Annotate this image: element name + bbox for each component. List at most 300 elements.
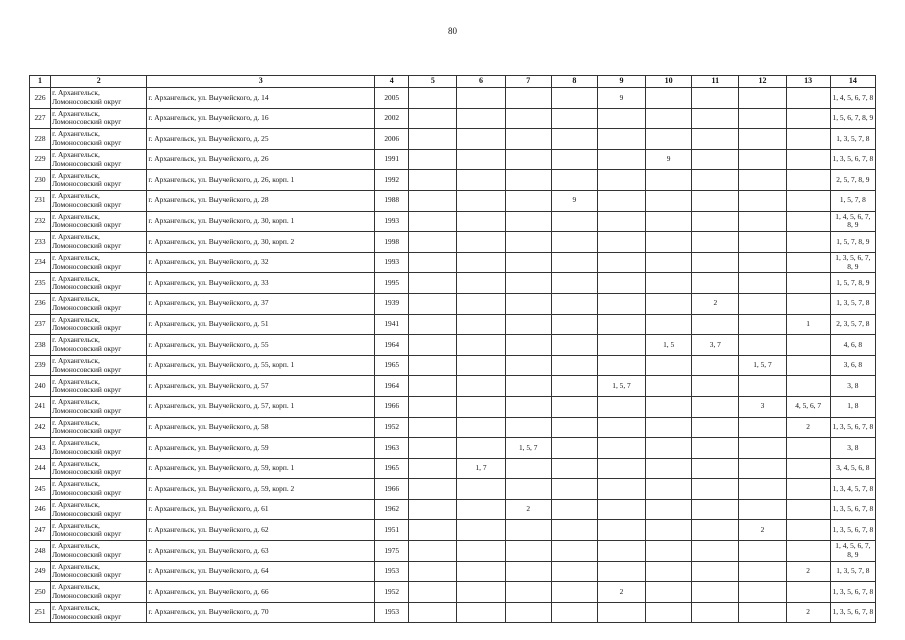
col-7-cell xyxy=(505,170,551,191)
col-9-cell xyxy=(597,232,645,253)
col-11-cell xyxy=(692,314,739,335)
col-14-cell: 3, 4, 5, 6, 8 xyxy=(830,458,875,479)
table-row xyxy=(30,417,876,438)
district-line-1: г. Архангельск, xyxy=(52,232,100,242)
district-line-2: Ломоносовский округ xyxy=(52,117,122,127)
district-cell xyxy=(51,335,147,356)
district-cell xyxy=(51,211,147,232)
col-9-cell xyxy=(597,170,645,191)
col-header-5: 5 xyxy=(409,76,457,88)
row-number: 237 xyxy=(30,314,51,335)
address-cell: г. Архангельск, ул. Выучейского, д. 14 xyxy=(147,88,375,109)
col-12-cell xyxy=(739,376,786,397)
district-cell xyxy=(51,129,147,150)
address-cell: г. Архангельск, ул. Выучейского, д. 57, корп. 1 xyxy=(147,396,375,417)
col-13-cell: 2 xyxy=(786,561,830,582)
col-8-cell xyxy=(551,479,597,500)
district-line-2: Ломоносовский округ xyxy=(52,549,122,559)
district-cell xyxy=(51,273,147,294)
district-cell xyxy=(51,561,147,582)
col-6-cell xyxy=(457,417,505,438)
col-14-cell: 3, 8 xyxy=(830,376,875,397)
col-header-13: 13 xyxy=(786,76,830,88)
col-8-cell xyxy=(551,293,597,314)
col-10-cell xyxy=(646,479,692,500)
col-14-cell: 4, 6, 8 xyxy=(830,335,875,356)
district-line-1: г. Архангельск, xyxy=(52,541,100,551)
table-row xyxy=(30,541,876,562)
address-cell: г. Архангельск, ул. Выучейского, д. 30, корп. 2 xyxy=(147,232,375,253)
row-number: 247 xyxy=(30,520,51,541)
district-cell xyxy=(51,458,147,479)
col-6-cell xyxy=(457,602,505,623)
col-9-cell xyxy=(597,602,645,623)
col-10-cell: 1, 5 xyxy=(646,335,692,356)
col-11-cell xyxy=(692,190,739,211)
header-row xyxy=(30,76,876,88)
col-11-cell xyxy=(692,438,739,459)
col-7-cell xyxy=(505,561,551,582)
table-row xyxy=(30,479,876,500)
district-cell xyxy=(51,355,147,376)
col-7-cell xyxy=(505,314,551,335)
district-line-2: Ломоносовский округ xyxy=(52,426,122,436)
col-14-cell: 2, 3, 5, 7, 8 xyxy=(830,314,875,335)
address-cell: г. Архангельск, ул. Выучейского, д. 59, корп. 1 xyxy=(147,458,375,479)
col-9-cell xyxy=(597,293,645,314)
col-14-cell: 1, 3, 4, 5, 7, 8 xyxy=(830,479,875,500)
col-7-cell xyxy=(505,396,551,417)
col-6-cell xyxy=(457,149,505,170)
col-6-cell xyxy=(457,396,505,417)
district-line-1: г. Архангельск, xyxy=(52,335,100,345)
col-14-cell: 1, 3, 5, 6, 7, 8 xyxy=(830,520,875,541)
col-12-cell xyxy=(739,129,786,150)
table-row xyxy=(30,293,876,314)
col-10-cell xyxy=(646,170,692,191)
col-13-cell xyxy=(786,438,830,459)
col-8-cell xyxy=(551,232,597,253)
col-12-cell: 2 xyxy=(739,520,786,541)
col-8-cell xyxy=(551,602,597,623)
year-cell: 1952 xyxy=(375,417,409,438)
col-header-4: 4 xyxy=(375,76,409,88)
col-8-cell xyxy=(551,582,597,603)
col-12-cell xyxy=(739,561,786,582)
district-line-1: г. Архангельск, xyxy=(52,170,100,180)
address-cell: г. Архангельск, ул. Выучейского, д. 57 xyxy=(147,376,375,397)
col-8-cell xyxy=(551,211,597,232)
col-8-cell xyxy=(551,499,597,520)
col-5-cell xyxy=(409,273,457,294)
district-line-1: г. Архангельск, xyxy=(52,314,100,324)
col-header-7: 7 xyxy=(505,76,551,88)
district-cell xyxy=(51,438,147,459)
district-cell xyxy=(51,252,147,273)
col-6-cell xyxy=(457,252,505,273)
col-12-cell xyxy=(739,273,786,294)
col-header-8: 8 xyxy=(551,76,597,88)
col-5-cell xyxy=(409,314,457,335)
col-5-cell xyxy=(409,149,457,170)
row-number: 245 xyxy=(30,479,51,500)
district-line-2: Ломоносовский округ xyxy=(52,199,122,209)
col-13-cell xyxy=(786,582,830,603)
col-6-cell xyxy=(457,88,505,109)
district-line-2: Ломоносовский округ xyxy=(52,282,122,292)
col-5-cell xyxy=(409,438,457,459)
col-14-cell: 1, 5, 7, 8 xyxy=(830,190,875,211)
col-9-cell xyxy=(597,458,645,479)
col-7-cell xyxy=(505,479,551,500)
col-11-cell xyxy=(692,602,739,623)
row-number: 239 xyxy=(30,355,51,376)
col-9-cell: 2 xyxy=(597,582,645,603)
col-10-cell xyxy=(646,541,692,562)
table-row xyxy=(30,88,876,109)
col-12-cell xyxy=(739,149,786,170)
col-9-cell xyxy=(597,355,645,376)
col-5-cell xyxy=(409,190,457,211)
year-cell: 1953 xyxy=(375,602,409,623)
row-number: 227 xyxy=(30,108,51,129)
district-cell xyxy=(51,232,147,253)
col-6-cell xyxy=(457,499,505,520)
col-5-cell xyxy=(409,582,457,603)
row-number: 242 xyxy=(30,417,51,438)
district-line-1: г. Архангельск, xyxy=(52,500,100,510)
row-number: 231 xyxy=(30,190,51,211)
table-row xyxy=(30,314,876,335)
col-14-cell: 1, 3, 5, 7, 8 xyxy=(830,129,875,150)
col-9-cell xyxy=(597,520,645,541)
housing-table xyxy=(29,75,876,623)
address-cell: г. Архангельск, ул. Выучейского, д. 59 xyxy=(147,438,375,459)
table-row xyxy=(30,582,876,603)
district-line-1: г. Архангельск, xyxy=(52,355,100,365)
col-14-cell: 1, 3, 5, 6, 7, 8 xyxy=(830,499,875,520)
district-line-1: г. Архангельск, xyxy=(52,458,100,468)
district-cell xyxy=(51,170,147,191)
address-cell: г. Архангельск, ул. Выучейского, д. 37 xyxy=(147,293,375,314)
col-14-cell: 1, 3, 5, 7, 8 xyxy=(830,561,875,582)
col-10-cell xyxy=(646,232,692,253)
district-line-2: Ломоносовский округ xyxy=(52,261,122,271)
year-cell: 1964 xyxy=(375,335,409,356)
district-cell xyxy=(51,582,147,603)
col-7-cell xyxy=(505,252,551,273)
district-line-2: Ломоносовский округ xyxy=(52,96,122,106)
col-10-cell xyxy=(646,293,692,314)
col-6-cell xyxy=(457,211,505,232)
table-row xyxy=(30,355,876,376)
district-line-2: Ломоносовский округ xyxy=(52,467,122,477)
table-row xyxy=(30,190,876,211)
col-7-cell xyxy=(505,541,551,562)
col-14-cell: 1, 5, 7, 8, 9 xyxy=(830,273,875,294)
year-cell: 1962 xyxy=(375,499,409,520)
col-13-cell xyxy=(786,211,830,232)
year-cell: 2005 xyxy=(375,88,409,109)
col-12-cell xyxy=(739,211,786,232)
col-11-cell xyxy=(692,499,739,520)
district-line-2: Ломоносовский округ xyxy=(52,179,122,189)
col-6-cell xyxy=(457,232,505,253)
col-10-cell: 9 xyxy=(646,149,692,170)
col-5-cell xyxy=(409,232,457,253)
col-5-cell xyxy=(409,520,457,541)
col-12-cell xyxy=(739,479,786,500)
col-14-cell: 1, 8 xyxy=(830,396,875,417)
col-header-2: 2 xyxy=(51,76,147,88)
col-6-cell xyxy=(457,479,505,500)
col-11-cell xyxy=(692,355,739,376)
row-number: 240 xyxy=(30,376,51,397)
col-12-cell xyxy=(739,252,786,273)
col-11-cell xyxy=(692,376,739,397)
col-8-cell xyxy=(551,314,597,335)
col-6-cell xyxy=(457,438,505,459)
col-8-cell: 9 xyxy=(551,190,597,211)
address-cell: г. Архангельск, ул. Выучейского, д. 33 xyxy=(147,273,375,294)
col-10-cell xyxy=(646,129,692,150)
district-line-1: г. Архангельск, xyxy=(52,397,100,407)
row-number: 246 xyxy=(30,499,51,520)
col-9-cell xyxy=(597,273,645,294)
year-cell: 1995 xyxy=(375,273,409,294)
table-row xyxy=(30,602,876,623)
col-12-cell xyxy=(739,582,786,603)
col-12-cell: 1, 5, 7 xyxy=(739,355,786,376)
address-cell: г. Архангельск, ул. Выучейского, д. 25 xyxy=(147,129,375,150)
col-13-cell xyxy=(786,520,830,541)
address-cell: г. Архангельск, ул. Выучейского, д. 28 xyxy=(147,190,375,211)
col-8-cell xyxy=(551,335,597,356)
col-7-cell xyxy=(505,520,551,541)
col-10-cell xyxy=(646,273,692,294)
district-cell xyxy=(51,149,147,170)
table-row xyxy=(30,211,876,232)
district-line-1: г. Архангельск, xyxy=(52,479,100,489)
col-10-cell xyxy=(646,190,692,211)
page-number: 80 xyxy=(448,26,457,36)
row-number: 235 xyxy=(30,273,51,294)
col-7-cell xyxy=(505,602,551,623)
year-cell: 1993 xyxy=(375,252,409,273)
district-line-2: Ломоносовский округ xyxy=(52,529,122,539)
col-11-cell xyxy=(692,582,739,603)
col-13-cell xyxy=(786,355,830,376)
table-row xyxy=(30,438,876,459)
year-cell: 1966 xyxy=(375,479,409,500)
address-cell: г. Архангельск, ул. Выучейского, д. 61 xyxy=(147,499,375,520)
col-header-14: 14 xyxy=(830,76,875,88)
district-cell xyxy=(51,293,147,314)
col-7-cell xyxy=(505,293,551,314)
district-line-1: г. Архангельск, xyxy=(52,582,100,592)
col-13-cell: 4, 5, 6, 7 xyxy=(786,396,830,417)
col-11-cell xyxy=(692,252,739,273)
col-8-cell xyxy=(551,108,597,129)
col-5-cell xyxy=(409,376,457,397)
address-cell: г. Архангельск, ул. Выучейского, д. 62 xyxy=(147,520,375,541)
year-cell: 1988 xyxy=(375,190,409,211)
district-line-2: Ломоносовский округ xyxy=(52,508,122,518)
col-14-cell: 1, 5, 6, 7, 8, 9 xyxy=(830,108,875,129)
col-12-cell xyxy=(739,108,786,129)
col-6-cell xyxy=(457,355,505,376)
col-7-cell xyxy=(505,355,551,376)
year-cell: 1992 xyxy=(375,170,409,191)
col-12-cell xyxy=(739,438,786,459)
table-row xyxy=(30,108,876,129)
district-line-2: Ломоносовский округ xyxy=(52,364,122,374)
col-5-cell xyxy=(409,129,457,150)
district-line-2: Ломоносовский округ xyxy=(52,302,122,312)
col-11-cell: 2 xyxy=(692,293,739,314)
col-6-cell xyxy=(457,170,505,191)
district-line-1: г. Архангельск, xyxy=(52,520,100,530)
col-5-cell xyxy=(409,88,457,109)
row-number: 236 xyxy=(30,293,51,314)
district-cell xyxy=(51,602,147,623)
district-line-2: Ломоносовский округ xyxy=(52,323,122,333)
row-number: 228 xyxy=(30,129,51,150)
col-6-cell xyxy=(457,520,505,541)
address-cell: г. Архангельск, ул. Выучейского, д. 58 xyxy=(147,417,375,438)
row-number: 248 xyxy=(30,541,51,562)
col-10-cell xyxy=(646,520,692,541)
district-line-1: г. Архангельск, xyxy=(52,603,100,613)
col-10-cell xyxy=(646,396,692,417)
col-6-cell xyxy=(457,129,505,150)
col-11-cell xyxy=(692,273,739,294)
col-12-cell xyxy=(739,293,786,314)
year-cell: 1953 xyxy=(375,561,409,582)
table-row xyxy=(30,396,876,417)
col-12-cell xyxy=(739,88,786,109)
col-10-cell xyxy=(646,438,692,459)
col-14-cell: 1, 4, 5, 6, 7, 8, 9 xyxy=(830,541,875,562)
col-8-cell xyxy=(551,396,597,417)
col-14-cell: 1, 3, 5, 6, 7, 8 xyxy=(830,149,875,170)
col-11-cell xyxy=(692,232,739,253)
year-cell: 1952 xyxy=(375,582,409,603)
col-13-cell xyxy=(786,108,830,129)
table-row xyxy=(30,232,876,253)
col-13-cell: 1 xyxy=(786,314,830,335)
col-header-9: 9 xyxy=(597,76,645,88)
district-line-1: г. Архангельск, xyxy=(52,129,100,139)
address-cell: г. Архангельск, ул. Выучейского, д. 66 xyxy=(147,582,375,603)
col-13-cell xyxy=(786,541,830,562)
table-row xyxy=(30,273,876,294)
col-10-cell xyxy=(646,499,692,520)
district-line-2: Ломоносовский округ xyxy=(52,385,122,395)
district-line-1: г. Архангельск, xyxy=(52,417,100,427)
col-8-cell xyxy=(551,561,597,582)
address-cell: г. Архангельск, ул. Выучейского, д. 51 xyxy=(147,314,375,335)
district-line-1: г. Архангельск, xyxy=(52,108,100,118)
col-9-cell xyxy=(597,252,645,273)
col-9-cell xyxy=(597,438,645,459)
col-7-cell xyxy=(505,376,551,397)
row-number: 243 xyxy=(30,438,51,459)
col-10-cell xyxy=(646,252,692,273)
year-cell: 1965 xyxy=(375,458,409,479)
col-6-cell xyxy=(457,541,505,562)
col-14-cell: 3, 8 xyxy=(830,438,875,459)
year-cell: 1966 xyxy=(375,396,409,417)
col-7-cell: 2 xyxy=(505,499,551,520)
row-number: 238 xyxy=(30,335,51,356)
district-line-1: г. Архангельск, xyxy=(52,294,100,304)
col-5-cell xyxy=(409,479,457,500)
district-line-2: Ломоносовский округ xyxy=(52,611,122,621)
col-9-cell: 1, 5, 7 xyxy=(597,376,645,397)
col-header-3: 3 xyxy=(147,76,375,88)
row-number: 233 xyxy=(30,232,51,253)
table-body xyxy=(30,88,876,623)
year-cell: 1941 xyxy=(375,314,409,335)
row-number: 226 xyxy=(30,88,51,109)
district-line-2: Ломоносовский округ xyxy=(52,137,122,147)
col-7-cell xyxy=(505,417,551,438)
table-row xyxy=(30,499,876,520)
col-13-cell xyxy=(786,88,830,109)
col-11-cell xyxy=(692,479,739,500)
col-14-cell: 1, 3, 5, 7, 8 xyxy=(830,293,875,314)
col-10-cell xyxy=(646,211,692,232)
col-8-cell xyxy=(551,541,597,562)
address-cell: г. Архангельск, ул. Выучейского, д. 26 xyxy=(147,149,375,170)
row-number: 234 xyxy=(30,252,51,273)
row-number: 249 xyxy=(30,561,51,582)
col-9-cell xyxy=(597,108,645,129)
col-12-cell xyxy=(739,541,786,562)
col-13-cell xyxy=(786,190,830,211)
col-7-cell xyxy=(505,108,551,129)
col-9-cell xyxy=(597,211,645,232)
col-9-cell xyxy=(597,335,645,356)
district-cell xyxy=(51,499,147,520)
col-5-cell xyxy=(409,355,457,376)
district-line-2: Ломоносовский округ xyxy=(52,446,122,456)
col-11-cell xyxy=(692,170,739,191)
col-9-cell xyxy=(597,149,645,170)
col-12-cell xyxy=(739,417,786,438)
col-6-cell xyxy=(457,335,505,356)
district-line-1: г. Архангельск, xyxy=(52,191,100,201)
year-cell: 1951 xyxy=(375,520,409,541)
col-7-cell xyxy=(505,458,551,479)
col-header-11: 11 xyxy=(692,76,739,88)
col-9-cell xyxy=(597,417,645,438)
district-line-2: Ломоносовский округ xyxy=(52,488,122,498)
district-line-2: Ломоносовский округ xyxy=(52,405,122,415)
address-cell: г. Архангельск, ул. Выучейского, д. 32 xyxy=(147,252,375,273)
year-cell: 1964 xyxy=(375,376,409,397)
col-11-cell xyxy=(692,396,739,417)
table-row xyxy=(30,252,876,273)
table-row xyxy=(30,458,876,479)
col-7-cell xyxy=(505,190,551,211)
col-5-cell xyxy=(409,252,457,273)
col-8-cell xyxy=(551,273,597,294)
district-cell xyxy=(51,190,147,211)
col-5-cell xyxy=(409,561,457,582)
col-8-cell xyxy=(551,88,597,109)
